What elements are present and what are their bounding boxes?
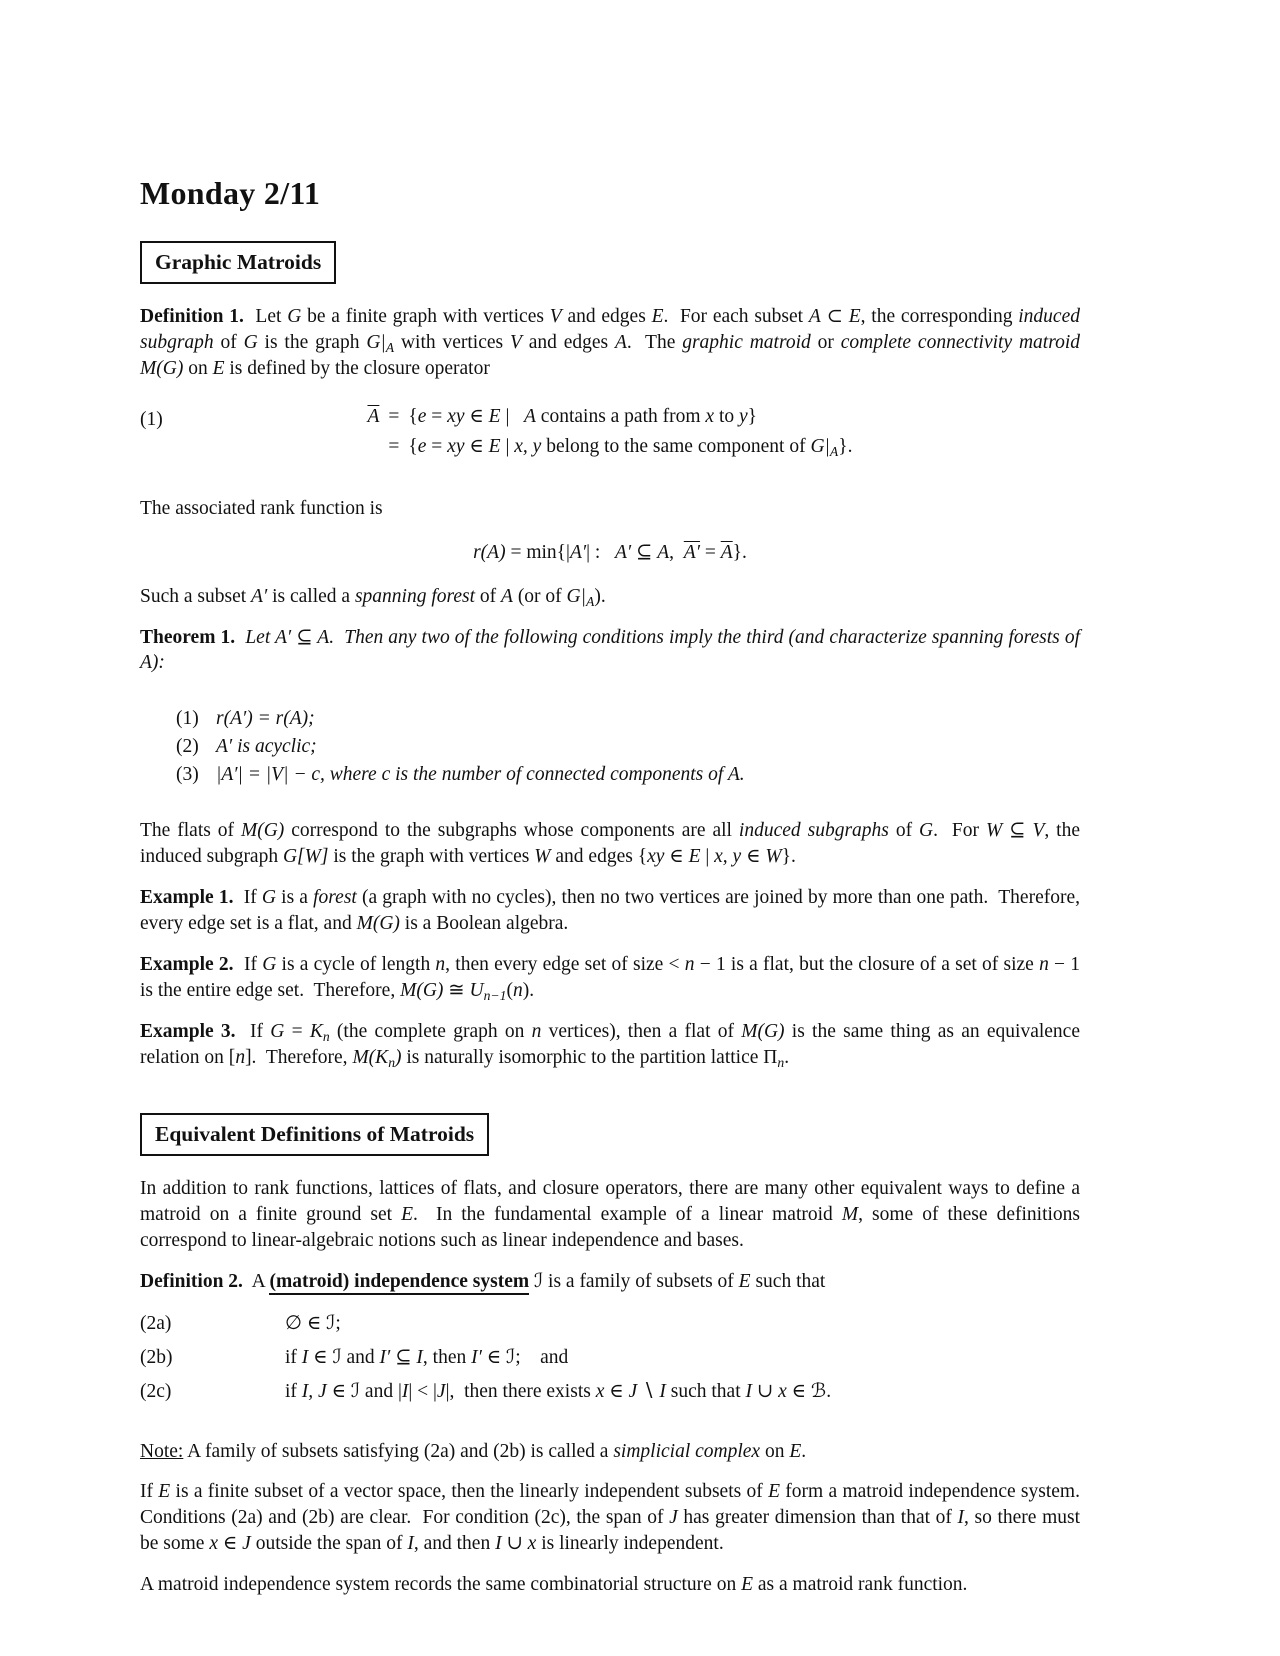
list-item-content — [216, 706, 1080, 732]
text-run: A — [140, 652, 152, 674]
text-run: I — [659, 1380, 666, 1402]
text-run: M(G) — [400, 979, 444, 1001]
text-run: G — [243, 332, 258, 354]
text-run: A′ — [251, 585, 268, 607]
text-run: { — [408, 405, 418, 427]
text-run: A′ — [274, 626, 292, 648]
text-run: n — [777, 1054, 785, 1070]
section-heading-box: Graphic Matroids — [140, 241, 336, 285]
text-run: If — [235, 1020, 271, 1042]
text-run: Theorem 1. — [140, 626, 236, 648]
text-run: ). — [594, 585, 606, 607]
text-run: . For each subset — [663, 306, 809, 328]
equation-label: (1) — [140, 408, 163, 430]
theorem-1 — [140, 625, 1085, 677]
text-run: . For — [933, 820, 986, 842]
text-run: . — [739, 764, 745, 786]
condition-label: (2b) — [140, 1346, 173, 1368]
text-run: has greater dimension than that of — [677, 1507, 958, 1529]
condition-label: (2a) — [140, 1312, 172, 1334]
independence-system-conditions — [140, 1311, 1080, 1405]
text-run: I — [957, 1507, 965, 1529]
text-run: , and then — [413, 1533, 496, 1555]
text-run: $\overline{A}$ — [720, 541, 733, 563]
text-run: | < | — [408, 1380, 437, 1402]
text-run: (or of — [512, 585, 567, 607]
text-run: x — [209, 1533, 218, 1555]
text-run: n — [235, 1046, 246, 1068]
text-run: belong to the same component of — [541, 435, 811, 457]
list-item-content — [216, 734, 1080, 760]
text-run: }. — [732, 541, 747, 563]
text-run: | — [700, 846, 715, 868]
text-run: on — [760, 1440, 790, 1462]
text-run: r(A) — [473, 541, 506, 563]
text-run: and edges { — [550, 846, 648, 868]
text-run: is acyclic; — [232, 736, 317, 758]
text-run: J — [436, 1380, 446, 1402]
text-run: of — [888, 820, 920, 842]
text-run: of — [213, 332, 244, 354]
condition-content — [285, 1347, 568, 1368]
text-run: ∈ — [664, 846, 689, 868]
text-run: is the same thing as an equivalence relation on [ — [140, 1020, 1085, 1068]
equivalent-definitions-intro — [140, 1176, 1085, 1254]
text-run: x, y — [714, 846, 742, 868]
text-run: xy — [447, 435, 465, 457]
text-run: E — [158, 1481, 171, 1503]
text-run — [1080, 332, 1085, 353]
text-run: ℐ — [533, 1270, 544, 1292]
text-run: and edges — [561, 306, 652, 328]
text-run: } — [747, 405, 758, 427]
text-run: if — [285, 1346, 302, 1368]
text-run: xy — [447, 405, 465, 427]
text-run: r(A′) = r(A); — [216, 708, 315, 730]
text-run: M(G) — [741, 1020, 785, 1042]
text-run: ) — [395, 1046, 402, 1068]
document-body — [140, 241, 1090, 1599]
section-heading-equivalent-definitions — [140, 1113, 1080, 1157]
text-run: is the number of connected components of — [390, 764, 728, 786]
text-run: A′ — [614, 541, 632, 563]
linear-independence-paragraph — [140, 1479, 1090, 1557]
text-run: I′ — [379, 1346, 391, 1368]
text-run: with vertices — [394, 332, 510, 354]
text-run: E — [848, 306, 861, 328]
text-run: I, J — [301, 1380, 327, 1402]
text-run: |A′| = |V| − c, — [216, 764, 330, 786]
text-run: }. — [781, 846, 796, 868]
text-run: is a — [276, 886, 314, 908]
text-run: y — [739, 405, 748, 427]
text-run: If — [140, 1481, 159, 1503]
text-run: (a graph with no cycles), then no two vertices are joined by more than one path. Therefore, every edge set is a flat, and — [140, 886, 1085, 934]
text-run: complete connectivity matroid — [840, 332, 1080, 354]
text-run: E — [488, 405, 501, 427]
text-run: c — [381, 764, 391, 786]
text-run: is a Boolean algebra. — [399, 912, 569, 934]
text-run: A — [614, 332, 627, 354]
text-run: U — [469, 979, 484, 1001]
text-run: J — [669, 1507, 678, 1529]
equation-cell — [367, 432, 379, 462]
text-run: . In the fundamental example of a linear matroid — [413, 1204, 842, 1226]
text-run: ( — [506, 979, 513, 1001]
equation-cell: = — [388, 405, 400, 427]
example-3 — [140, 1019, 1085, 1071]
text-run: A′ — [569, 541, 587, 563]
text-run: = — [699, 541, 721, 563]
text-run: V — [549, 306, 562, 328]
text-run: | — [500, 435, 515, 457]
text-run: E — [741, 1574, 753, 1596]
text-run: , then — [422, 1346, 472, 1368]
text-run: M(K — [352, 1046, 389, 1068]
text-run: G — [919, 820, 934, 842]
closing-paragraph — [140, 1572, 1080, 1598]
text-run: A — [501, 585, 513, 607]
rank-function-intro — [140, 496, 1080, 522]
text-run: Definition 1. — [140, 306, 244, 328]
text-run: A — [829, 443, 839, 459]
text-run: induced subgraphs — [738, 820, 889, 842]
text-run: − 1 is the entire edge set. Therefore, — [140, 953, 1085, 1001]
text-run: M(G) — [140, 357, 184, 379]
list-item — [176, 706, 1080, 732]
condition-label: (2c) — [140, 1380, 172, 1402]
list-item-label: (2) — [176, 736, 199, 758]
text-run: n — [322, 1028, 330, 1044]
text-run: , — [669, 541, 684, 563]
text-run: is defined by the closure operator — [224, 357, 490, 379]
text-run: I — [495, 1533, 502, 1555]
text-run: A — [385, 339, 395, 355]
text-run: W — [765, 846, 782, 868]
text-run: E — [738, 1270, 751, 1292]
text-run: such that — [750, 1270, 826, 1292]
text-run: graphic matroid — [682, 332, 811, 354]
text-run: forest — [313, 886, 357, 908]
text-run: Example 3. — [140, 1020, 236, 1042]
text-run: ⊆ — [390, 1346, 417, 1368]
text-run: ): — [151, 652, 165, 674]
text-run: n — [512, 979, 523, 1001]
text-run: A — [586, 593, 595, 609]
text-run: ∈ ℐ and — [308, 1346, 380, 1368]
text-run: such that — [665, 1380, 746, 1402]
text-run: $\overline{A}$ — [367, 405, 380, 427]
text-run: , the induced subgraph — [140, 820, 1085, 868]
list-item-content — [216, 762, 1080, 788]
text-run: G| — [566, 585, 586, 607]
text-run: Example 2. — [140, 953, 234, 975]
text-run: is the graph with vertices — [328, 846, 535, 868]
text-run: | : — [586, 541, 615, 563]
condition-content — [285, 1313, 341, 1334]
theorem-1-conditions — [176, 706, 1080, 788]
text-run: n — [1039, 953, 1049, 975]
page-title: Monday 2/11 — [140, 175, 321, 211]
text-run: |, then there exists — [445, 1380, 596, 1402]
section-heading-box: Equivalent Definitions of Matroids — [140, 1113, 489, 1157]
text-run: W — [534, 846, 551, 868]
equation-cell: = — [388, 435, 400, 457]
text-run: is a cycle of length — [276, 953, 436, 975]
text-run: , so there must be some — [140, 1507, 1085, 1555]
text-run: . Then any two of the following conditions imply the third (and characterize spanning forests of — [329, 626, 1085, 648]
text-run: . The — [626, 332, 683, 354]
text-run: G[W] — [282, 846, 329, 868]
text-run: Such a subset — [140, 585, 252, 607]
text-run: = min{| — [505, 541, 570, 563]
text-run: ∖ — [637, 1380, 660, 1402]
text-run: I — [416, 1346, 423, 1368]
text-run: (the complete graph on — [329, 1020, 532, 1042]
text-run: e — [417, 435, 427, 457]
text-run: I — [301, 1346, 309, 1368]
text-run: n — [435, 953, 446, 975]
text-run: W — [985, 820, 1003, 842]
text-run: is a family of subsets of — [543, 1270, 739, 1292]
text-run: A — [524, 405, 536, 427]
text-run: , then every edge set of size < — [445, 953, 685, 975]
text-run: Example 1. — [140, 886, 234, 908]
text-run: = — [426, 435, 448, 457]
aligned-equations — [367, 402, 852, 462]
flats-paragraph — [140, 818, 1085, 870]
text-run: G — [270, 1020, 285, 1042]
text-run: ∈ — [741, 846, 766, 868]
text-run: xy — [647, 846, 665, 868]
text-run: where — [329, 764, 382, 786]
text-run: A — [657, 541, 670, 563]
text-run: If — [233, 953, 263, 975]
text-run: Note: — [140, 1440, 184, 1462]
list-item-label: (3) — [176, 764, 199, 786]
text-run: ≅ — [443, 979, 470, 1001]
text-run: M — [841, 1204, 859, 1226]
text-run: (matroid) independence system — [269, 1271, 529, 1295]
text-run: V — [1032, 820, 1045, 842]
text-run: n — [684, 953, 695, 975]
text-run: on — [183, 357, 213, 379]
text-run: E — [212, 357, 225, 379]
text-run: is naturally isomorphic to the partition lattice Π — [401, 1046, 778, 1068]
text-run: A — [808, 306, 821, 328]
text-run: n — [531, 1020, 542, 1042]
text-run: x — [705, 405, 715, 427]
text-run: e — [417, 405, 427, 427]
example-1 — [140, 885, 1085, 937]
text-run: contains a path from — [535, 405, 706, 427]
text-run: outside the span of — [250, 1533, 408, 1555]
text-run: V — [509, 332, 522, 354]
text-run: , some of these definitions correspond to linear-algebraic notions such as linear independence and bases. — [140, 1204, 1085, 1251]
text-run: correspond to the subgraphs whose components are all — [284, 820, 739, 842]
text-run — [235, 627, 245, 648]
text-run: ⊆ — [1002, 820, 1033, 842]
closure-operator-equation — [140, 402, 1080, 462]
text-run: E — [401, 1204, 414, 1226]
text-run: A — [242, 1270, 270, 1292]
text-run: E — [651, 306, 664, 328]
text-run: M(G) — [240, 820, 285, 842]
text-run: n — [388, 1054, 396, 1070]
text-run: ⊂ — [820, 306, 849, 328]
text-run: ∪ — [751, 1380, 779, 1402]
text-run: G| — [366, 332, 386, 354]
text-run: The flats of — [140, 820, 241, 842]
equation-cell — [367, 402, 379, 432]
text-run: G — [261, 886, 276, 908]
section-heading-graphic-matroids — [140, 241, 1080, 285]
text-run: | — [500, 405, 524, 427]
text-run: A family of subsets satisfying (2a) and (2b) is called a — [183, 1440, 614, 1462]
text-run: of — [475, 585, 502, 607]
condition-item — [140, 1311, 1080, 1337]
text-run: Let — [243, 306, 288, 328]
text-run: x — [778, 1380, 787, 1402]
text-run: as a matroid rank function. — [753, 1574, 968, 1596]
rank-function-equation — [140, 540, 1080, 566]
text-run: If — [233, 886, 262, 908]
text-run: be a finite graph with vertices — [301, 306, 550, 328]
text-run: I — [401, 1380, 409, 1402]
condition-item — [140, 1379, 1080, 1405]
definition-2 — [140, 1269, 1080, 1295]
text-run: ]. Therefore, — [245, 1046, 353, 1068]
text-run: and edges — [521, 332, 615, 354]
text-run: ⊆ — [631, 541, 658, 563]
text-run: K — [309, 1020, 323, 1042]
text-run: A matroid independence system records the same combinatorial structure on — [140, 1574, 742, 1596]
text-run: . — [801, 1440, 807, 1462]
text-run: is the graph — [257, 332, 367, 354]
text-run: ∈ — [464, 435, 489, 457]
text-run: I — [407, 1533, 414, 1555]
text-run: is a finite subset of a vector space, then the linearly independent subsets of — [170, 1481, 769, 1503]
list-item — [176, 734, 1080, 760]
equation-cell — [408, 402, 852, 432]
text-run: A — [727, 764, 740, 786]
text-run: { — [408, 435, 418, 457]
spanning-forest-note — [140, 584, 1080, 610]
text-run: is linearly independent. — [536, 1533, 724, 1555]
text-run: E — [789, 1440, 802, 1462]
text-run: simplicial complex — [613, 1440, 761, 1462]
text-run: − 1 is a flat, but the closure of a set of size — [694, 953, 1040, 975]
text-run: A′ — [683, 541, 700, 563]
text-run: E — [768, 1481, 780, 1503]
text-run: x, y — [514, 435, 542, 457]
text-run: ∈ ℐ and | — [326, 1380, 402, 1402]
text-run: x — [527, 1533, 537, 1555]
text-run: I — [745, 1380, 752, 1402]
text-run: ⊆ — [291, 626, 318, 648]
text-run: ∈ ℐ; and — [481, 1346, 569, 1368]
text-run: A — [317, 626, 330, 648]
text-run: ∅ ∈ ℐ; — [285, 1312, 341, 1334]
text-run: or — [810, 332, 841, 354]
text-run: n−1 — [483, 987, 507, 1003]
text-run: if — [285, 1380, 302, 1402]
text-run: spanning forest — [354, 585, 476, 607]
text-run: = — [426, 405, 448, 427]
list-item — [176, 762, 1080, 788]
text-run: Definition 2. — [140, 1270, 243, 1292]
text-run: E — [688, 846, 701, 868]
text-run: = — [284, 1020, 310, 1042]
text-run: G — [287, 306, 302, 328]
condition-content — [285, 1381, 831, 1402]
text-run: . — [784, 1046, 790, 1068]
text-run: G| — [810, 435, 830, 457]
text-run: J — [242, 1533, 251, 1555]
text-run: is called a — [267, 585, 355, 607]
text-run: M(G) — [356, 912, 400, 934]
condition-item — [140, 1345, 1080, 1371]
text-run: ∈ ℬ. — [786, 1380, 832, 1402]
equation-cell — [408, 432, 852, 462]
text-run: ). — [522, 979, 535, 1001]
text-run: E — [488, 435, 501, 457]
text-run: Let — [245, 626, 275, 648]
simplicial-complex-note — [140, 1439, 1080, 1465]
text-run: to — [714, 405, 739, 427]
text-run: ∈ — [464, 405, 489, 427]
text-run: }. — [838, 435, 853, 457]
example-2 — [140, 952, 1085, 1004]
text-run: x — [595, 1380, 605, 1402]
text-run: ∪ — [501, 1533, 528, 1555]
text-run: I′ — [471, 1346, 482, 1368]
text-run: ∈ — [217, 1533, 243, 1555]
text-run: J — [628, 1380, 638, 1402]
text-run: G — [262, 953, 277, 975]
text-run: , the corresponding — [860, 306, 1019, 328]
text-run: induced subgraph — [140, 306, 1085, 354]
text-run: The associated rank function is — [140, 497, 383, 519]
definition-1 — [140, 304, 1085, 382]
text-run: ∈ — [604, 1380, 629, 1402]
list-item-label: (1) — [176, 708, 199, 730]
text-run: vertices), then a flat of — [541, 1020, 742, 1042]
text-run: In addition to rank functions, lattices of flats, and closure operators, there are many other equivalent ways to define a matroid on a finite ground set — [140, 1178, 1085, 1226]
text-run: form a matroid independence system. Conditions (2a) and (2b) are clear. For condition (2c), the span of — [140, 1481, 1090, 1529]
text-run: A′ — [216, 736, 233, 758]
